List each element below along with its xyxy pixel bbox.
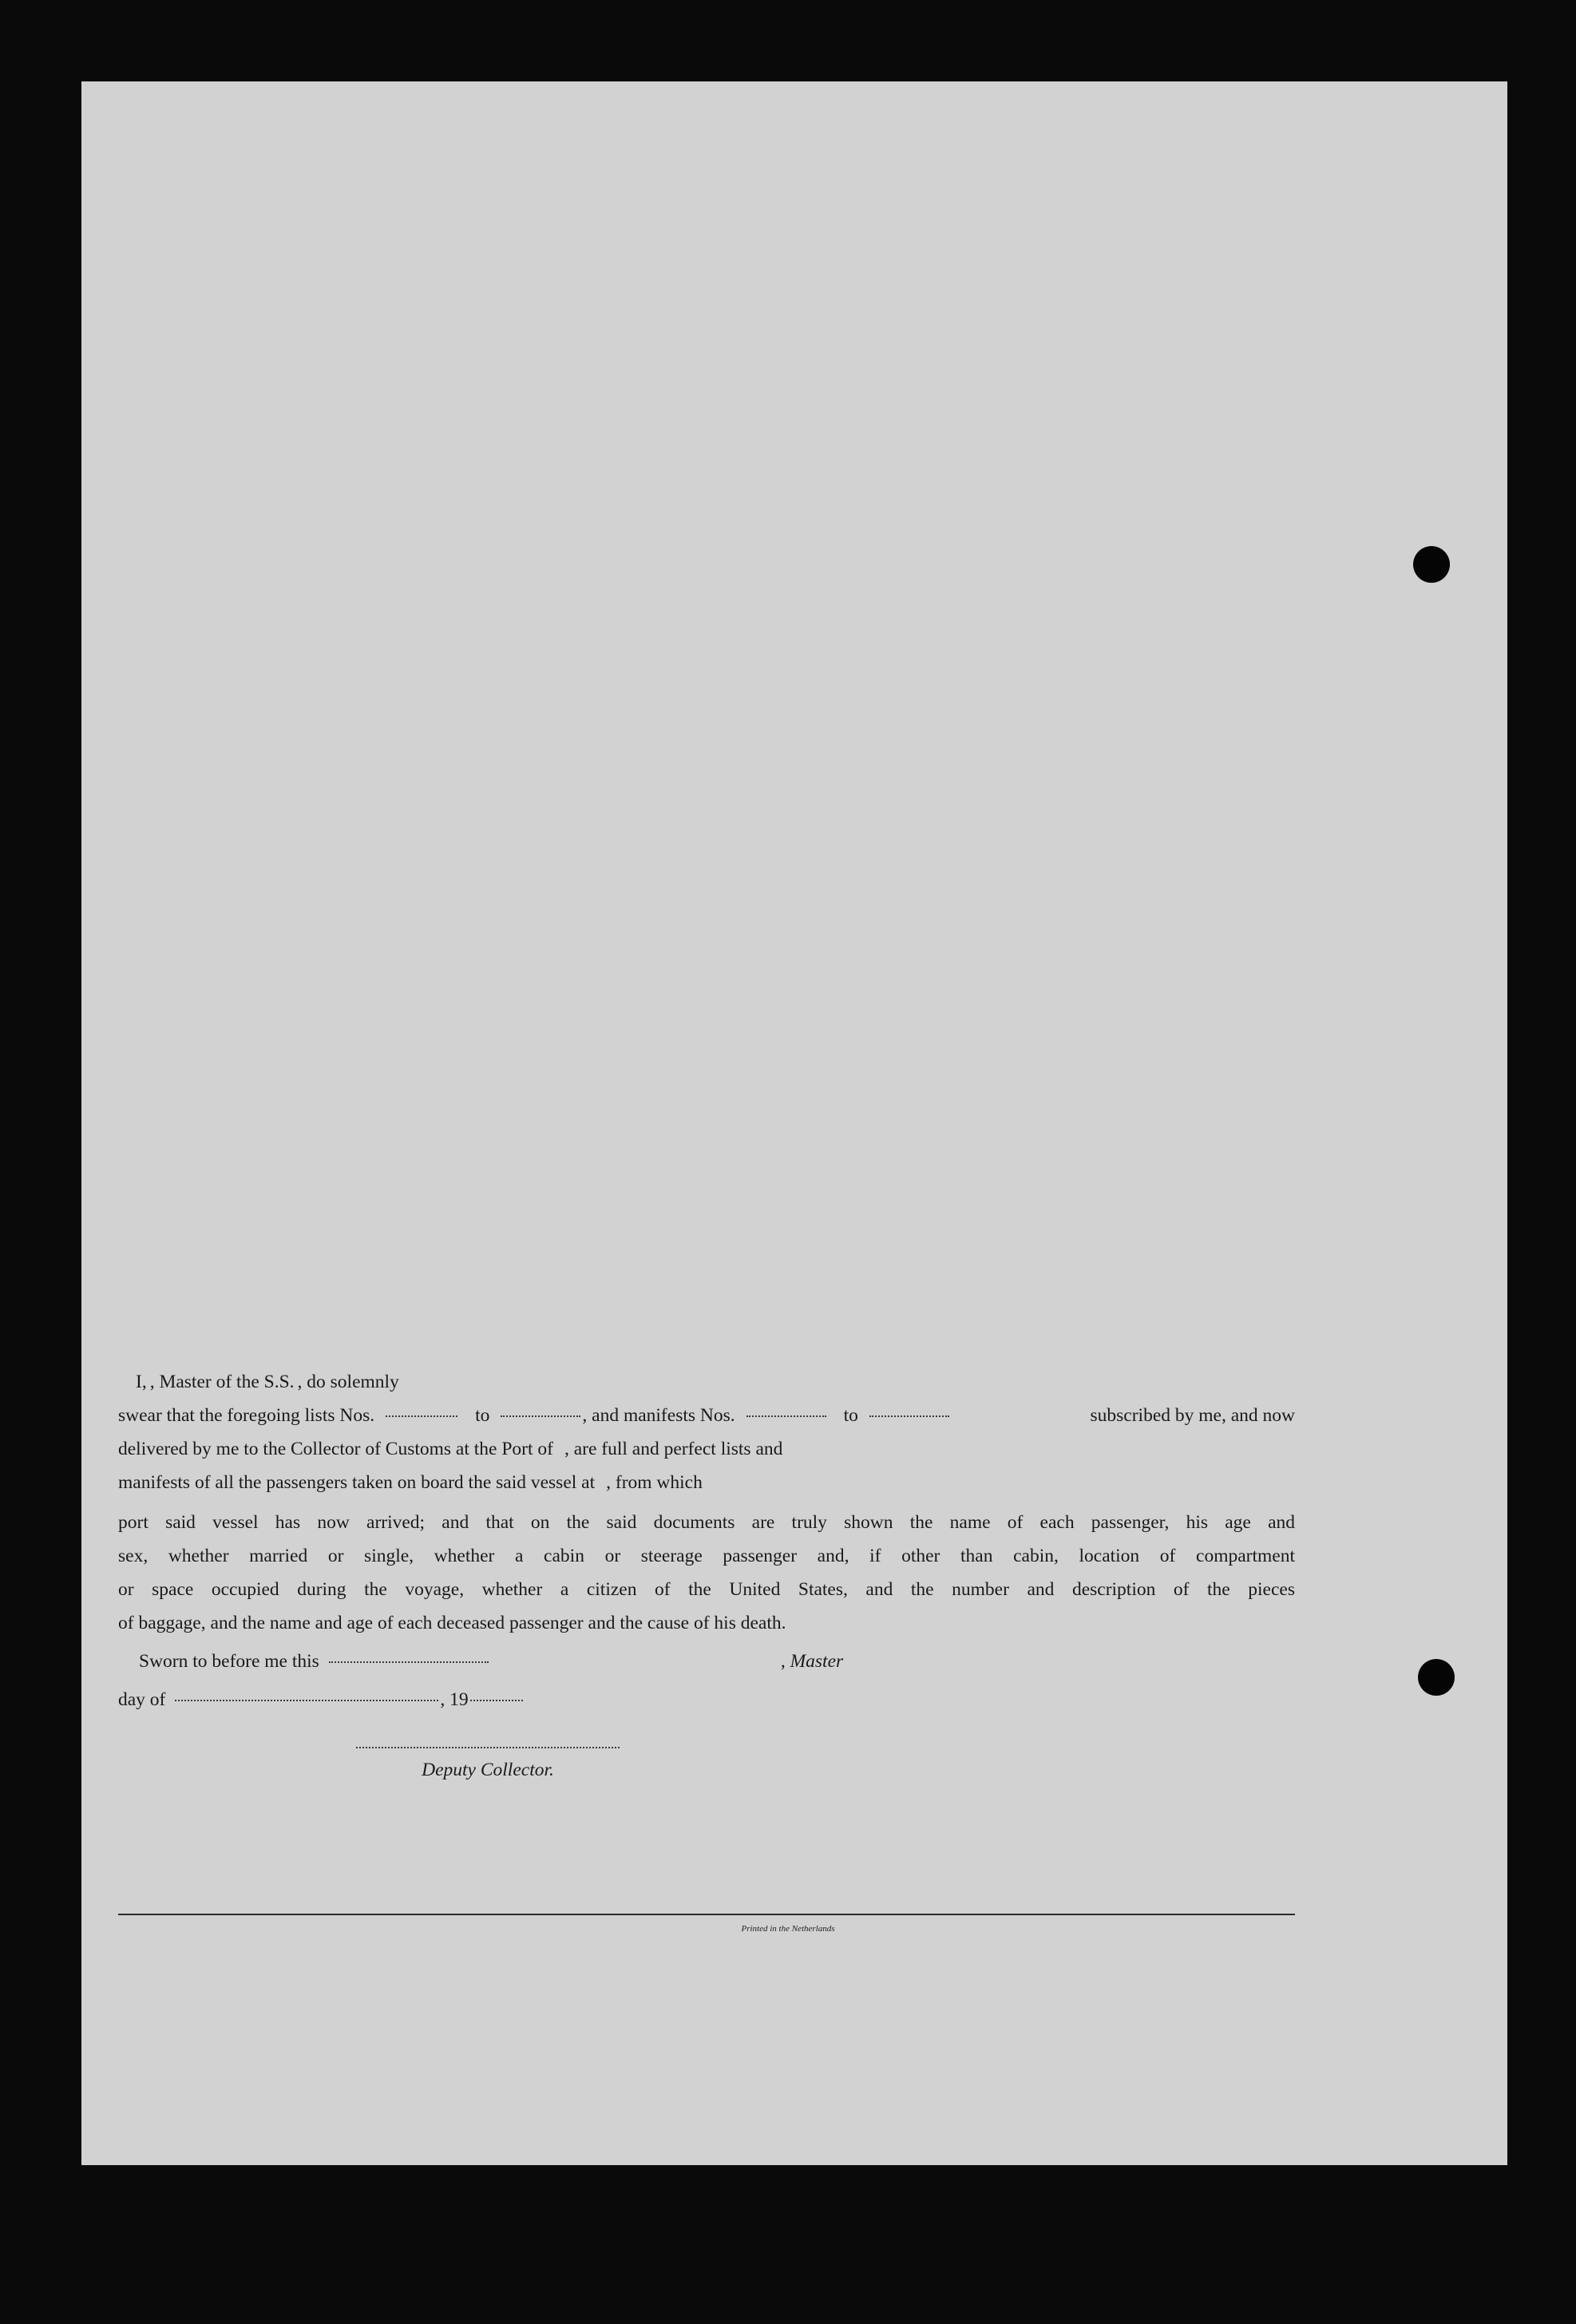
lists-to-field [501, 1415, 580, 1417]
punch-hole-lower [1418, 1659, 1455, 1696]
oath-text: subscribed by me, and now [1090, 1405, 1295, 1426]
deputy-collector-label: Deputy Collector. [422, 1760, 554, 1780]
day-of-text: day of [118, 1689, 166, 1710]
sworn-line [118, 1651, 1295, 1689]
month-field [175, 1700, 438, 1701]
oath-text: , Master of the S.S. [149, 1372, 295, 1392]
sworn-day-field [329, 1661, 489, 1663]
oath-line-1 [118, 1372, 1295, 1405]
footer-rule [118, 1914, 1295, 1915]
oath-text: , from which [606, 1472, 703, 1493]
printer-imprint: Printed in the Netherlands [741, 1924, 835, 1934]
manifests-to-field [869, 1415, 949, 1417]
oath-text: to [475, 1405, 490, 1426]
oath-text: , do solemnly [297, 1372, 399, 1392]
oath-text: delivered by me to the Collector of Customs at the Port of [118, 1439, 553, 1459]
day-of-line [118, 1689, 1295, 1736]
deputy-block [356, 1747, 620, 1781]
manifests-from-field [746, 1415, 826, 1417]
document-sheet [81, 81, 1507, 2165]
oath-line-2 [118, 1405, 1295, 1439]
oath-text: , are full and perfect lists and [564, 1439, 783, 1459]
oath-line-8: of baggage, and the name and age of each deceased passenger and the cause of his death. [118, 1613, 786, 1633]
master-label: , Master [780, 1651, 844, 1672]
oath-text: I, [136, 1372, 147, 1392]
sworn-text: Sworn to before me this [139, 1651, 319, 1672]
oath-line-5: port said vessel has now arrived; and that on the said documents are truly shown the name of each passenger, his age and [118, 1512, 1295, 1533]
year-field [470, 1700, 523, 1701]
oath-line-6: sex, whether married or single, whether a cabin or steerage passenger and, if other than cabin, location of compartment [118, 1546, 1295, 1566]
punch-hole-upper [1413, 546, 1450, 583]
oath-line-3 [118, 1439, 1295, 1472]
customs-oath-form [118, 1372, 1295, 1781]
year-prefix: , 19 [440, 1689, 469, 1710]
oath-text: swear that the foregoing lists Nos. [118, 1405, 375, 1426]
oath-text: to [843, 1405, 858, 1426]
oath-line-7: or space occupied during the voyage, whether a citizen of the United States, and the number and description of the pieces [118, 1579, 1295, 1600]
lists-from-field [386, 1415, 457, 1417]
deputy-signature-field [356, 1747, 620, 1748]
oath-line-4 [118, 1472, 1295, 1506]
oath-text: manifests of all the passengers taken on board the said vessel at [118, 1472, 596, 1493]
oath-text: , and manifests Nos. [582, 1405, 735, 1426]
